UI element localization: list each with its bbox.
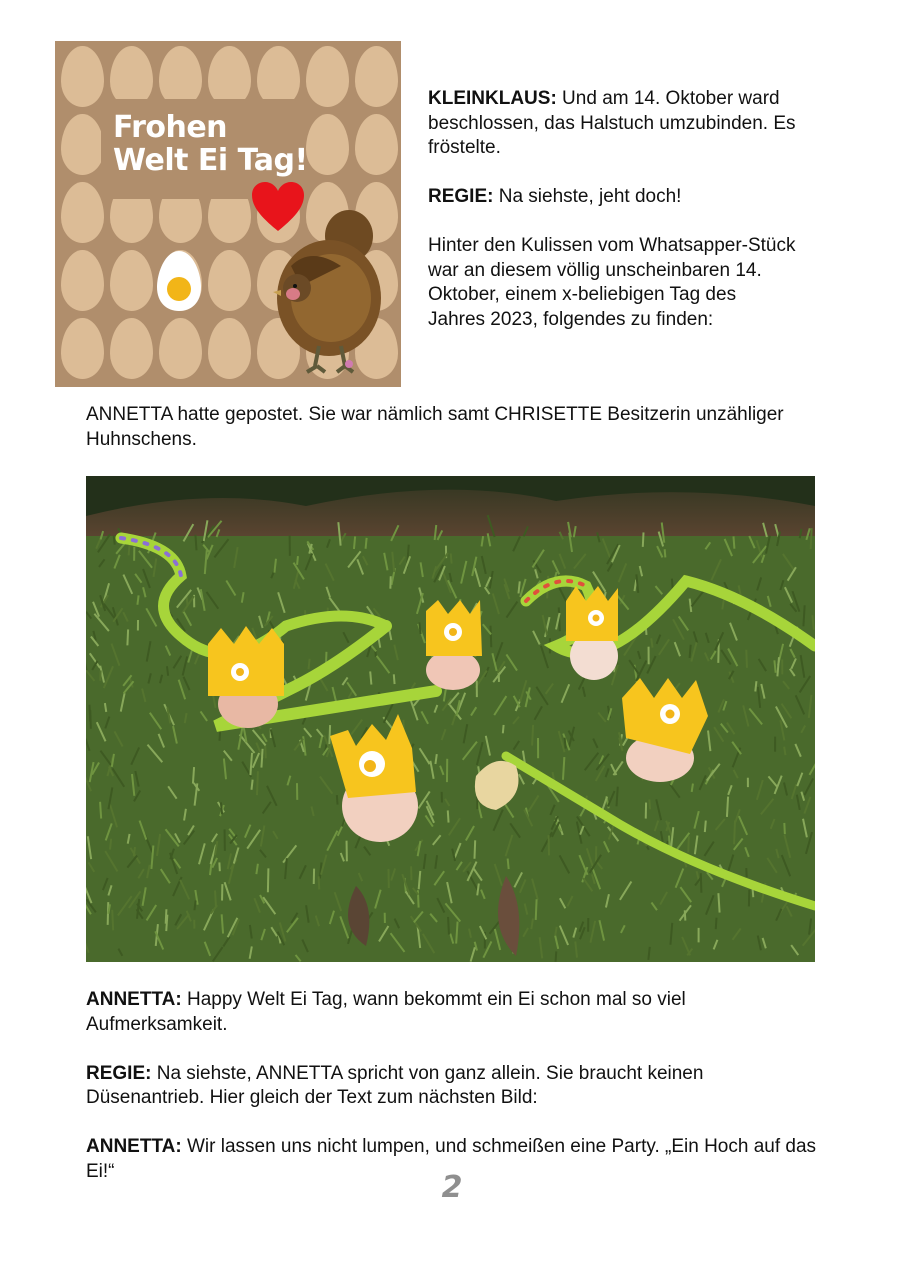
narration-annetta: ANNETTA hatte gepostet. Sie war nämlich samt CHRISETTE Besitzerin unzähliger Huhnschens. (86, 404, 784, 450)
speaker-label: KLEINKLAUS: (428, 88, 557, 109)
egg-shape (110, 46, 153, 107)
egg-shape (159, 46, 202, 107)
egg-shape (61, 182, 104, 243)
boiled-egg-icon (155, 249, 203, 313)
card-title-line1: Frohen (113, 110, 228, 145)
crowned-egg (426, 600, 482, 690)
page-number: 2 (441, 1170, 463, 1205)
egg-shape (208, 318, 251, 379)
egg-shape (355, 114, 398, 175)
speaker-label: ANNETTA: (86, 1136, 182, 1157)
paragraph-regie (428, 185, 798, 210)
egg-shape (61, 46, 104, 107)
dialogue-text: Happy Welt Ei Tag, wann bekommt ein Ei schon mal so viel Aufmerksamkeit. (86, 989, 686, 1035)
dialogue-text: Wir lassen uns nicht lumpen, und schmeißen eine Party. „Ein Hoch auf das Ei!“ (86, 1136, 817, 1182)
egg-shape (355, 46, 398, 107)
hen-icon (271, 206, 383, 374)
egg-shape (208, 46, 251, 107)
dialogue-text: Und am 14. Oktober ward beschlossen, das Halstuch umzubinden. Es fröstelte. (428, 88, 796, 158)
egg-shape (110, 318, 153, 379)
egg-shape (208, 250, 251, 311)
dialogue-text: Na siehste, ANNETTA spricht von ganz allein. Sie braucht keinen Düsenantrieb. Hier gleich der Text zum nächsten Bild: (86, 1062, 704, 1108)
paragraph-kleinklaus (428, 87, 798, 161)
paragraph-annetta-1 (86, 988, 826, 1037)
speaker-label: ANNETTA: (86, 989, 182, 1010)
egg-shape (61, 114, 104, 175)
dialogue-text: Na siehste, jeht doch! (493, 186, 682, 207)
egg-shape (257, 46, 300, 107)
egg-shape (110, 250, 153, 311)
speaker-label: REGIE: (86, 1062, 152, 1084)
egg-shape (61, 250, 104, 311)
egg-shape (61, 318, 104, 379)
paragraph-narration: Hinter den Kulissen vom Whatsapper-Stück war an diesem völlig unscheinbaren 14. Oktober, einem x-beliebigen Tag des Jahres 2023, folgendes zu finden: (428, 235, 796, 330)
egg-shape (306, 46, 349, 107)
greeting-card-image (55, 41, 401, 387)
egg-party-photo (86, 476, 815, 962)
intro-text (428, 87, 798, 357)
card-title-line2: Welt Ei Tag! (113, 143, 308, 178)
card-title (113, 111, 308, 177)
speaker-label: REGIE: (428, 186, 494, 207)
egg-shape (306, 114, 349, 175)
crowned-egg (566, 586, 618, 680)
egg-shape (159, 318, 202, 379)
paragraph-regie-2 (86, 1062, 826, 1111)
